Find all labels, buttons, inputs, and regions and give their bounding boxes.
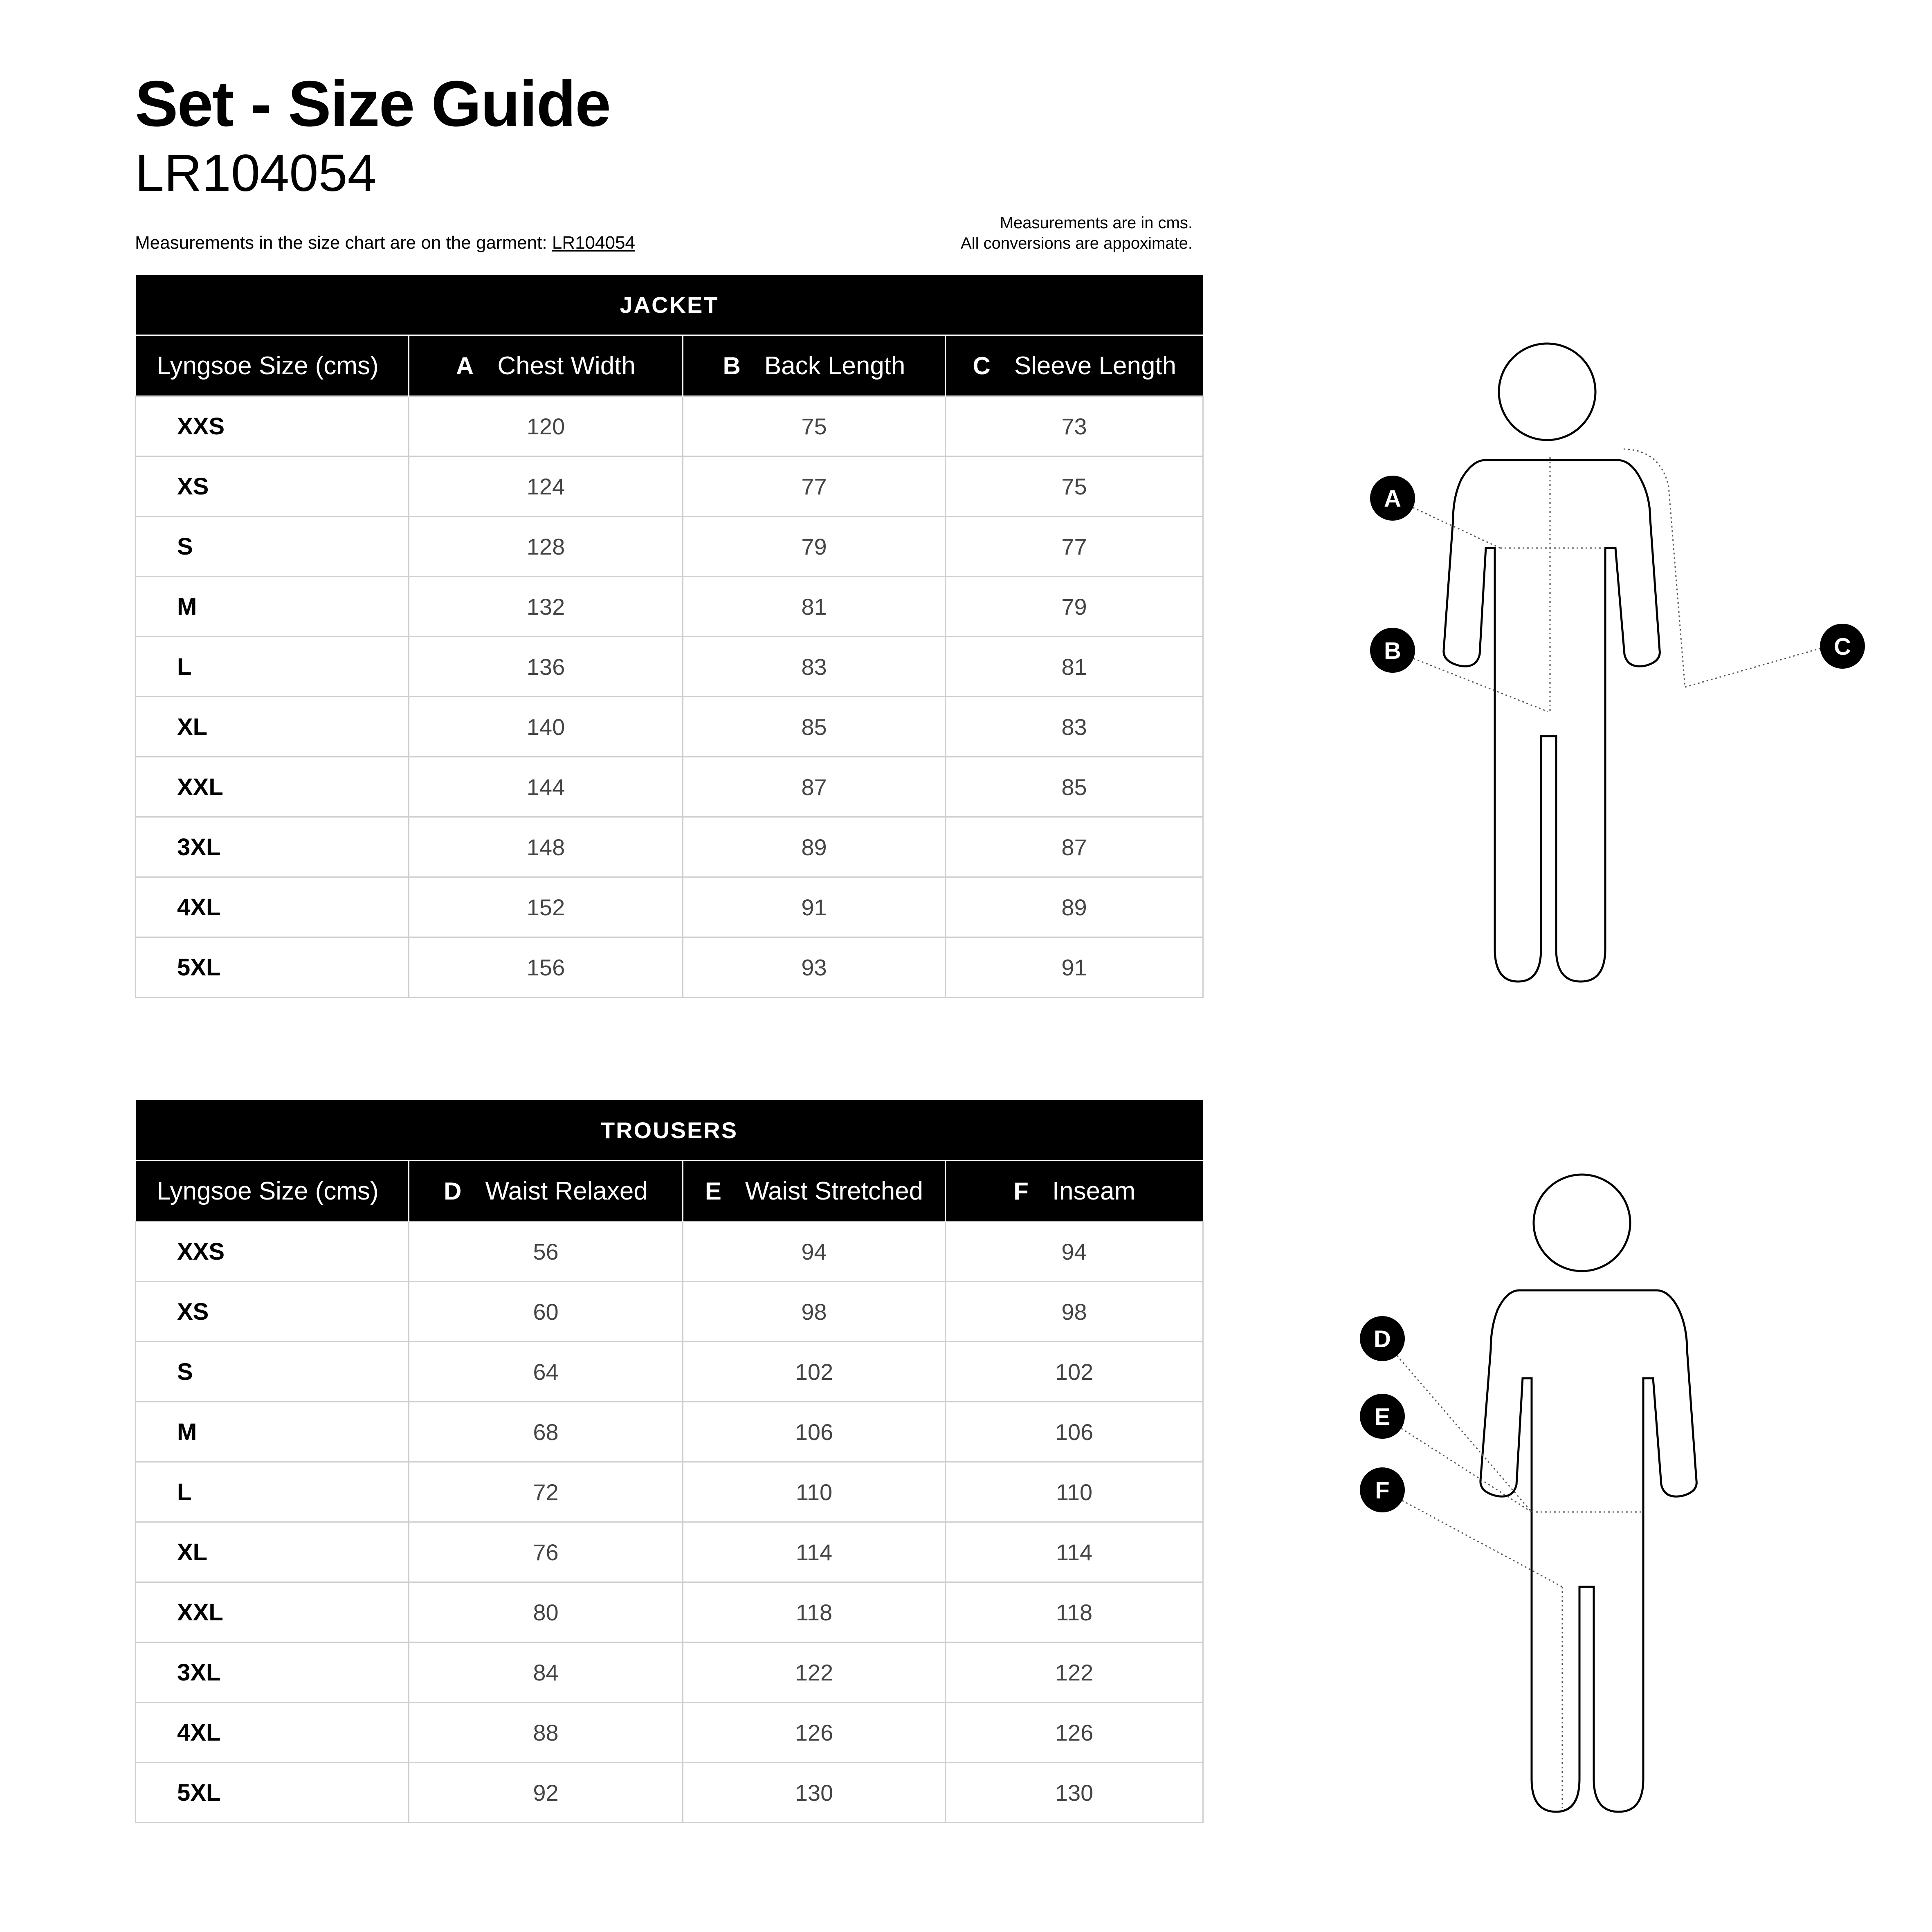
trousers-size-table: [135, 1100, 1204, 1823]
marker-e-label: E: [1374, 1404, 1391, 1430]
value-cell: 79: [683, 517, 946, 577]
table-row: [136, 577, 1203, 637]
table-row: [136, 877, 1203, 937]
jacket-section-title: JACKET: [136, 275, 1203, 335]
table-row: [136, 1763, 1203, 1823]
marker-a: [1370, 476, 1415, 521]
marker-e: [1360, 1394, 1405, 1439]
marker-a-label: A: [1384, 485, 1401, 512]
value-cell: 94: [946, 1222, 1203, 1282]
trousers-rows: [136, 1222, 1203, 1823]
value-cell: 94: [683, 1222, 946, 1282]
value-cell: 152: [409, 877, 683, 937]
value-cell: 136: [409, 637, 683, 697]
value-cell: 118: [683, 1582, 946, 1642]
value-cell: 106: [946, 1402, 1203, 1462]
value-cell: 79: [946, 577, 1203, 637]
table-row: [136, 396, 1203, 456]
value-cell: 83: [683, 637, 946, 697]
size-cell: XS: [136, 456, 409, 517]
page-title: Set - Size Guide: [135, 68, 611, 140]
table-row: [136, 1402, 1203, 1462]
value-cell: 102: [946, 1342, 1203, 1402]
measure-label: Inseam: [1052, 1177, 1136, 1205]
table-row: [136, 456, 1203, 517]
value-cell: 88: [409, 1703, 683, 1763]
table-row: [136, 757, 1203, 817]
table-row: [136, 517, 1203, 577]
value-cell: 91: [683, 877, 946, 937]
jacket-size-table: [135, 275, 1204, 998]
measure-letter: A: [456, 352, 474, 380]
value-cell: 85: [683, 697, 946, 757]
trousers-body-outline: [1350, 1157, 1881, 1853]
measure-letter: D: [444, 1177, 462, 1205]
value-cell: 122: [946, 1642, 1203, 1703]
value-cell: 124: [409, 456, 683, 517]
garment-note-text: Measurements in the size chart are on the garment:: [135, 233, 552, 253]
table-row: [136, 1342, 1203, 1402]
table-row: [136, 1462, 1203, 1522]
trousers-col-header: [409, 1161, 683, 1222]
size-cell: 3XL: [136, 817, 409, 877]
value-cell: 77: [683, 456, 946, 517]
figure-silhouette: [1444, 460, 1660, 982]
measure-letter: E: [705, 1177, 721, 1205]
trousers-section-title: TROUSERS: [136, 1100, 1203, 1161]
measure-label: Waist Relaxed: [485, 1177, 648, 1205]
value-cell: 114: [683, 1522, 946, 1582]
size-cell: XL: [136, 1522, 409, 1582]
size-cell: 5XL: [136, 1763, 409, 1823]
measure-label: Chest Width: [497, 351, 636, 380]
size-cell: L: [136, 1462, 409, 1522]
units-note: [961, 213, 1193, 254]
value-cell: 122: [683, 1642, 946, 1703]
table-row: [136, 1582, 1203, 1642]
value-cell: 87: [683, 757, 946, 817]
size-cell: L: [136, 637, 409, 697]
measure-label: Sleeve Length: [1014, 351, 1177, 380]
size-cell: XS: [136, 1282, 409, 1342]
jacket-measurement-figure: [1350, 327, 1881, 1022]
jacket-col-header: [946, 335, 1203, 396]
value-cell: 148: [409, 817, 683, 877]
value-cell: 73: [946, 396, 1203, 456]
size-cell: 4XL: [136, 877, 409, 937]
size-cell: M: [136, 577, 409, 637]
value-cell: 110: [946, 1462, 1203, 1522]
jacket-rows: [136, 396, 1203, 997]
value-cell: 130: [683, 1763, 946, 1823]
trousers-measurement-figure: [1350, 1157, 1881, 1853]
value-cell: 126: [946, 1703, 1203, 1763]
size-cell: S: [136, 1342, 409, 1402]
value-cell: 81: [946, 637, 1203, 697]
jacket-col-header: [409, 335, 683, 396]
value-cell: 156: [409, 937, 683, 997]
product-code: LR104054: [135, 144, 377, 202]
table-row: [136, 1703, 1203, 1763]
size-cell: XL: [136, 697, 409, 757]
value-cell: 128: [409, 517, 683, 577]
jacket-size-header: Lyngsoe Size (cms): [136, 335, 409, 396]
marker-b-label: B: [1384, 638, 1401, 664]
value-cell: 93: [683, 937, 946, 997]
value-cell: 84: [409, 1642, 683, 1703]
size-cell: 5XL: [136, 937, 409, 997]
value-cell: 87: [946, 817, 1203, 877]
jacket-body-outline: [1350, 327, 1881, 1022]
trousers-col-header: [946, 1161, 1203, 1222]
value-cell: 106: [683, 1402, 946, 1462]
size-cell: 3XL: [136, 1642, 409, 1703]
value-cell: 85: [946, 757, 1203, 817]
figure-head: [1534, 1175, 1630, 1271]
table-row: [136, 1522, 1203, 1582]
value-cell: 140: [409, 697, 683, 757]
marker-d-label: D: [1374, 1326, 1391, 1352]
measure-letter: B: [723, 352, 741, 380]
marker-b-leader: [1393, 650, 1548, 712]
size-cell: XXS: [136, 1222, 409, 1282]
value-cell: 126: [683, 1703, 946, 1763]
value-cell: 98: [946, 1282, 1203, 1342]
value-cell: 132: [409, 577, 683, 637]
table-row: [136, 937, 1203, 997]
size-cell: 4XL: [136, 1703, 409, 1763]
size-cell: XXL: [136, 1582, 409, 1642]
value-cell: 92: [409, 1763, 683, 1823]
table-row: [136, 1222, 1203, 1282]
measure-letter: F: [1013, 1177, 1029, 1205]
value-cell: 75: [683, 396, 946, 456]
size-cell: XXL: [136, 757, 409, 817]
value-cell: 120: [409, 396, 683, 456]
measure-label: Back Length: [764, 351, 905, 380]
marker-c-leader: [1685, 646, 1828, 687]
measure-label: Waist Stretched: [745, 1177, 923, 1205]
garment-note: [135, 232, 635, 254]
garment-code-link[interactable]: LR104054: [552, 233, 635, 253]
marker-e-leader: [1382, 1416, 1532, 1512]
table-row: [136, 697, 1203, 757]
value-cell: 76: [409, 1522, 683, 1582]
marker-f-label: F: [1375, 1477, 1390, 1504]
marker-c: [1820, 624, 1865, 669]
jacket-col-header: [683, 335, 946, 396]
table-row: [136, 1282, 1203, 1342]
table-row: [136, 817, 1203, 877]
marker-b: [1370, 628, 1415, 673]
marker-f: [1360, 1467, 1405, 1512]
value-cell: 72: [409, 1462, 683, 1522]
figure-head: [1499, 344, 1595, 440]
size-cell: M: [136, 1402, 409, 1462]
value-cell: 91: [946, 937, 1203, 997]
value-cell: 89: [946, 877, 1203, 937]
trousers-col-header: [683, 1161, 946, 1222]
value-cell: 144: [409, 757, 683, 817]
value-cell: 83: [946, 697, 1203, 757]
value-cell: 102: [683, 1342, 946, 1402]
value-cell: 114: [946, 1522, 1203, 1582]
table-row: [136, 1642, 1203, 1703]
value-cell: 77: [946, 517, 1203, 577]
value-cell: 81: [683, 577, 946, 637]
size-cell: XXS: [136, 396, 409, 456]
units-line: Measurements are in cms.: [1000, 214, 1193, 232]
value-cell: 56: [409, 1222, 683, 1282]
value-cell: 60: [409, 1282, 683, 1342]
size-cell: S: [136, 517, 409, 577]
value-cell: 118: [946, 1582, 1203, 1642]
value-cell: 98: [683, 1282, 946, 1342]
value-cell: 130: [946, 1763, 1203, 1823]
measure-letter: C: [973, 352, 991, 380]
table-row: [136, 637, 1203, 697]
trousers-size-header: Lyngsoe Size (cms): [136, 1161, 409, 1222]
conversion-line: All conversions are appoximate.: [961, 234, 1193, 252]
marker-c-label: C: [1834, 634, 1851, 660]
marker-f-leader: [1382, 1490, 1562, 1587]
value-cell: 110: [683, 1462, 946, 1522]
value-cell: 64: [409, 1342, 683, 1402]
value-cell: 80: [409, 1582, 683, 1642]
marker-d-leader: [1382, 1339, 1532, 1512]
marker-d: [1360, 1316, 1405, 1361]
value-cell: 75: [946, 456, 1203, 517]
value-cell: 68: [409, 1402, 683, 1462]
value-cell: 89: [683, 817, 946, 877]
figure-silhouette: [1480, 1290, 1696, 1812]
